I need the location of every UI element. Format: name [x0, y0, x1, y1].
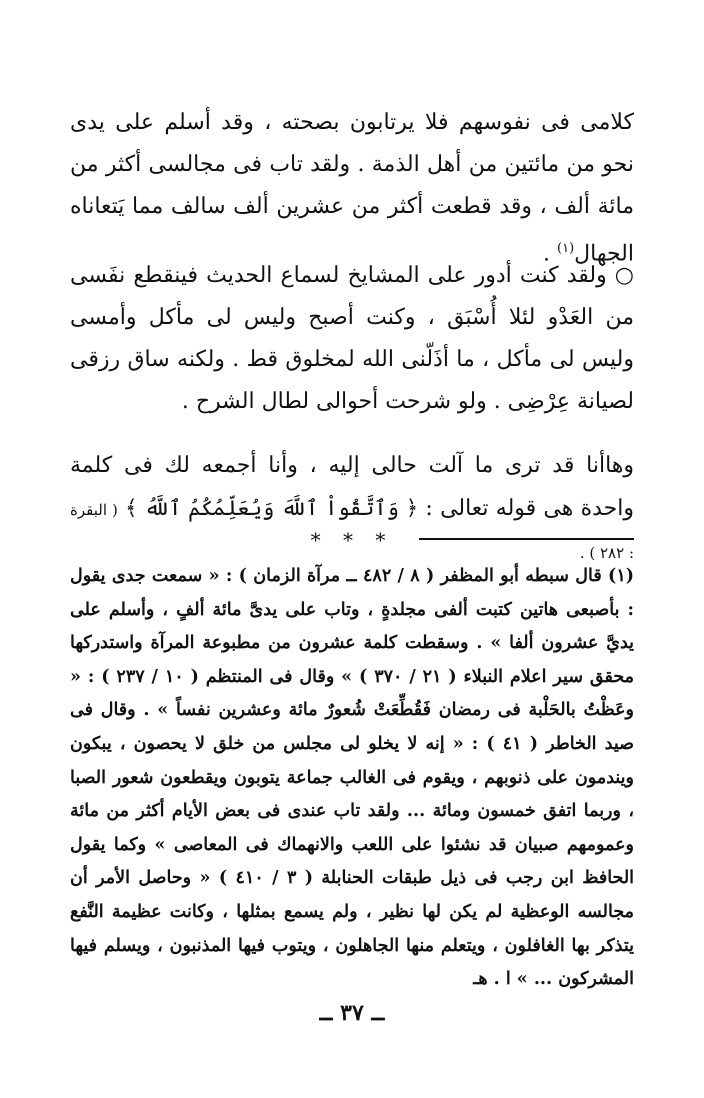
footnote-divider [419, 538, 634, 540]
footnote: (١) قال سبطه أبو المظفر ( ٨ / ٤٨٢ ــ مرآة الزمان ) : « سمعت جدى يقول : بأصبعى هاتين كتبت ألفى مجلدةٍ ، وتاب على يدىَّ مائة ألفٍ ، وأسلم على يديَّ عشرون ألفا » . وسقطت كلمة عشرون من مطبوعة المرآة واستدركها محقق سير اعلام النبلاء ( ٢١ / ٣٧٠ ) » وقال فى المنتظم ( ١٠ / ٢٣٧ ) : « وعَظْتُ بالحَلْبة فى رمضان فَقُطِّعَتْ شُعورٌ مائة وعشرين نفساً » . وقال فى صيد الخاطر ( ٤١ ) : « إنه لا يخلو لى مجلس من خلق لا يحصون ، يبكون ويندمون على ذنوبهم ، ويقوم فى الغالب جماعة يتوبون ويقطعون شعور الصبا ، وربما اتفق خمسون ومائة ... ولقد تاب عندى فى بعض الأيام أكثر من مائة وعمومهم صبيان قد نشئوا على اللعب والانهماك فى المعاصى » وكما يقول الحافظ ابن رجب فى ذيل طبقات الحنابلة ( ٣ / ٤١٠ ) « وحاصل الأمر أن مجالسه الوعظية لم يكن لها نظير ، ولم يسمع بمثلها ، وكانت عظيمة النَّفع يتذكر بها الغافلون ، ويتعلم منها الجاهلون ، ويتوب فيها المذنبون ، ويسلم فيها المشركون ... » ا . هـ [70, 566, 635, 990]
footnote-marker: (١) [557, 241, 575, 256]
section-separator: * * * [310, 528, 394, 552]
paragraph-2: ○ ولقد كنت أدور على المشايخ لسماع الحديث فينقطع نفَسى من العَدْو لئلا أُسْبَق ، وكنت أصبح وليس لى مأكل وأمسى وليس لى مأكل ، ما أذَلّنى الله لمخلوق قط . ولكنه ساق رزقى لصيانة عِرْضِى . ولو شرحت أحوالى لطال الشرح . [70, 263, 634, 414]
paragraph-1-end: . [543, 241, 557, 267]
verse-reference: ( البقرة : ٢٨٢ ) . [70, 501, 634, 562]
quran-verse: ﴿ وَٱتَّقُواْ ٱللَّهَ وَيُعَلِّمُكُمُ ٱللَّهُ ﴾ [125, 496, 419, 520]
paragraph-3-text: وهاأنا قد ترى ما آلت حالى إليه ، وأنا أجمعه لك فى كلمة واحدة هى قوله تعالى : [70, 453, 635, 521]
paragraph-3 [70, 445, 634, 574]
paragraph-1 [70, 102, 634, 275]
page-number: ــ ٣٧ ــ [319, 1000, 385, 1026]
paragraph-1-text: كلامى فى نفوسهم فلا يرتابون بصحته ، وقد أسلم على يدى نحو من مائتين من أهل الذمة . ولقد تاب فى مجالسى أكثر من مائة ألف ، وقد قطعت أكثر من عشرين ألف سالف مما يَتعاناه الجهال [70, 110, 634, 267]
